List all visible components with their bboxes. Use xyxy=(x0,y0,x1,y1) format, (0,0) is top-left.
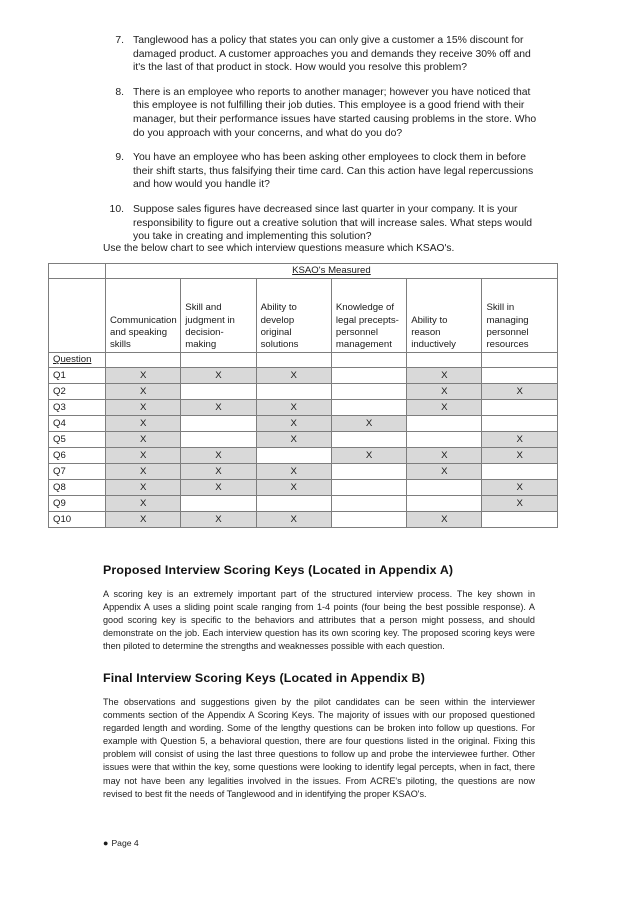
table-cell-marked: X xyxy=(482,448,557,464)
table-cell-marked: X xyxy=(181,464,256,480)
table-corner-cell xyxy=(49,264,106,279)
table-cell-empty xyxy=(256,384,331,400)
table-cell-marked: X xyxy=(106,400,181,416)
table-column-header: Skill in managing personnel resources xyxy=(482,279,557,353)
table-row-question-id: Q8 xyxy=(49,480,106,496)
table-cell-empty xyxy=(181,496,256,512)
table-cell-empty xyxy=(331,432,406,448)
table-cell-empty xyxy=(331,512,406,528)
interview-question-list xyxy=(103,34,545,255)
table-row-question-id: Q9 xyxy=(49,496,106,512)
table-column-header: Ability to develop original solutions xyxy=(256,279,331,353)
table-cell-marked: X xyxy=(331,448,406,464)
table-header-row xyxy=(49,279,558,353)
section-heading: Final Interview Scoring Keys (Located in Appendix B) xyxy=(103,671,425,685)
table-cell-marked: X xyxy=(407,384,482,400)
table-cell-empty xyxy=(407,432,482,448)
table-row-question-id: Q2 xyxy=(49,384,106,400)
table-cell-marked: X xyxy=(106,480,181,496)
table-row-question-id: Q6 xyxy=(49,448,106,464)
table-cell-empty xyxy=(181,432,256,448)
table-empty-cell xyxy=(331,353,406,368)
table-row-question-id: Q10 xyxy=(49,512,106,528)
table-cell-empty xyxy=(256,448,331,464)
table-cell-marked: X xyxy=(407,400,482,416)
table-cell-empty xyxy=(482,464,557,480)
table-cell-empty xyxy=(331,464,406,480)
table-cell-marked: X xyxy=(256,400,331,416)
page-number-label: Page 4 xyxy=(111,838,139,848)
list-item-number: 8. xyxy=(115,86,124,98)
table-row-question-id: Q1 xyxy=(49,368,106,384)
table-cell-empty xyxy=(181,384,256,400)
table-cell-marked: X xyxy=(181,368,256,384)
table-cell-marked: X xyxy=(482,432,557,448)
table-question-label-row xyxy=(49,353,558,368)
table-column-header: Knowledge of legal precepts-personnel management xyxy=(331,279,406,353)
list-item xyxy=(103,203,545,244)
table-cell-marked: X xyxy=(407,368,482,384)
list-item xyxy=(103,86,545,140)
table-cell-empty xyxy=(181,416,256,432)
table-cell-marked: X xyxy=(331,416,406,432)
table-cell-marked: X xyxy=(256,368,331,384)
page-footer xyxy=(103,838,139,849)
table-corner-cell xyxy=(49,279,106,353)
table-row xyxy=(49,432,558,448)
table-cell-marked: X xyxy=(256,512,331,528)
table-row xyxy=(49,512,558,528)
table-empty-cell xyxy=(256,353,331,368)
table-row-question-id: Q5 xyxy=(49,432,106,448)
table-cell-marked: X xyxy=(482,480,557,496)
table-row xyxy=(49,416,558,432)
table-cell-marked: X xyxy=(407,512,482,528)
table-cell-marked: X xyxy=(106,496,181,512)
bullet-icon: ● xyxy=(103,838,109,848)
section-final-scoring-keys xyxy=(103,671,535,801)
table-row xyxy=(49,384,558,400)
list-item-text: You have an employee who has been asking other employees to clock them in before their shift starts, thus falsifying their time card. Can this action have legal repercussions and how would you handle it? xyxy=(133,152,534,191)
table-row-question-id: Q3 xyxy=(49,400,106,416)
table-cell-marked: X xyxy=(256,464,331,480)
table-row-question-id: Q7 xyxy=(49,464,106,480)
table-row xyxy=(49,400,558,416)
table-cell-marked: X xyxy=(256,416,331,432)
table-cell-empty xyxy=(482,368,557,384)
table-cell-marked: X xyxy=(106,368,181,384)
table-row-question-id: Q4 xyxy=(49,416,106,432)
table-cell-marked: X xyxy=(256,432,331,448)
table-cell-marked: X xyxy=(181,480,256,496)
table-cell-marked: X xyxy=(106,432,181,448)
table-column-header: Ability to reason inductively xyxy=(407,279,482,353)
table-question-header: Question xyxy=(49,353,106,368)
table-cell-marked: X xyxy=(482,384,557,400)
list-item-number: 7. xyxy=(115,35,124,46)
list-item-text: Tanglewood has a policy that states you can only give a customer a 15% discount for damaged product. A customer approaches you and demands they receive 30% off and it's the last of that product in stock. How would you resolve this problem? xyxy=(133,35,531,74)
table-column-header: Communication and speaking skills xyxy=(106,279,181,353)
ksao-measured-table xyxy=(48,263,558,528)
section-heading: Proposed Interview Scoring Keys (Located in Appendix A) xyxy=(103,563,454,577)
table-cell-marked: X xyxy=(106,512,181,528)
table-banner-cell: KSAO's Measured xyxy=(106,264,558,279)
table-cell-marked: X xyxy=(407,448,482,464)
table-column-header: Skill and judgment in decision-making xyxy=(181,279,256,353)
table-row xyxy=(49,464,558,480)
table-row xyxy=(49,368,558,384)
table-empty-cell xyxy=(482,353,557,368)
list-item-number: 9. xyxy=(115,152,124,164)
ksao-table-container xyxy=(48,263,557,528)
table-cell-empty xyxy=(407,496,482,512)
table-cell-marked: X xyxy=(181,448,256,464)
list-item xyxy=(103,151,545,192)
table-empty-cell xyxy=(407,353,482,368)
table-cell-empty xyxy=(482,512,557,528)
table-cell-empty xyxy=(331,368,406,384)
table-cell-marked: X xyxy=(256,480,331,496)
table-cell-empty xyxy=(482,416,557,432)
table-cell-marked: X xyxy=(482,496,557,512)
table-cell-marked: X xyxy=(181,400,256,416)
table-cell-empty xyxy=(331,384,406,400)
table-cell-empty xyxy=(256,496,331,512)
table-cell-marked: X xyxy=(407,464,482,480)
table-cell-marked: X xyxy=(181,512,256,528)
section-proposed-scoring-keys xyxy=(103,563,535,653)
table-cell-empty xyxy=(331,400,406,416)
table-empty-cell xyxy=(181,353,256,368)
table-empty-cell xyxy=(106,353,181,368)
section-paragraph: A scoring key is an extremely important part of the structured interview process. The key shown in Appendix A uses a sliding point scale ranging from 1-4 points (four being the best possible response). A good scoring key is specific to the behaviors and attributes that a person might possess, and should demonstrate on the job. Each interview question has its own scoring key. The proposed scoring keys were then piloted to determine the strengths and weaknesses possible with each question. xyxy=(103,589,535,652)
table-banner-row xyxy=(49,264,558,279)
table-cell-empty xyxy=(331,480,406,496)
section-paragraph: The observations and suggestions given by the pilot candidates can be seen within the interviewer comments section of the Appendix A Scoring Keys. The majority of issues with our proposed questioned regarded length and wording. Some of the lengthy questions can be broken into follow up questions. For example with Question 5, a behavioral question, there are four questions listed in the original. Fixing this problem will consist of using the last three questions to follow up and probe the interviewee further. Other issues were that within the key, some questions were looking to identify legal percepts, when in fact, there may not have been any legalities involved in the issues. From ACRE's piloting, the questions are now revised to best fit the needs of Tanglewood and in identifying the proper KSAO's. xyxy=(103,697,535,799)
list-item-text: There is an employee who reports to another manager; however you have noticed that this employee is not fulfilling their job duties. This employee is a good friend with their manager, but their performance issues have started causing problems in the store. Who do you approach with your concerns, and what do you do? xyxy=(133,86,537,139)
table-cell-marked: X xyxy=(106,464,181,480)
list-item-number: 10. xyxy=(109,203,124,215)
table-row xyxy=(49,496,558,512)
table-cell-empty xyxy=(407,416,482,432)
table-cell-empty xyxy=(407,480,482,496)
table-cell-empty xyxy=(482,400,557,416)
list-item-text: Suppose sales figures have decreased since last quarter in your company. It is your responsibility to figure out a creative solution that will increase sales. What steps would you take in creating and implementing this solution? xyxy=(133,203,533,243)
table-cell-marked: X xyxy=(106,448,181,464)
table-cell-marked: X xyxy=(106,416,181,432)
table-cell-empty xyxy=(331,496,406,512)
chart-lead-in-text: Use the below chart to see which interview questions measure which KSAO's. xyxy=(103,243,455,254)
list-item xyxy=(103,34,545,75)
table-row xyxy=(49,448,558,464)
table-cell-marked: X xyxy=(106,384,181,400)
table-row xyxy=(49,480,558,496)
